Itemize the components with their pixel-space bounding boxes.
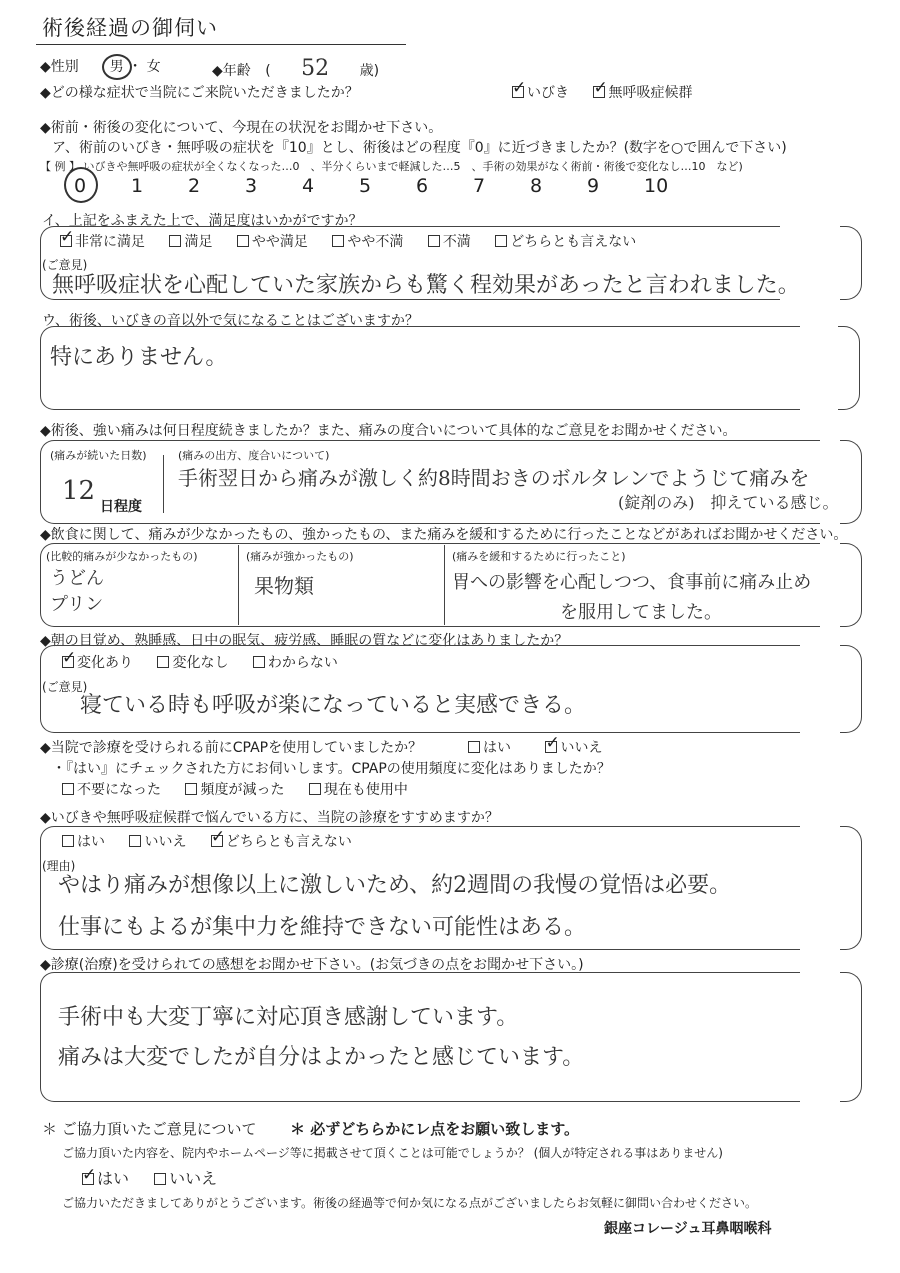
checkbox-icon (237, 235, 249, 247)
checkbox-checked-icon (62, 656, 74, 668)
option-satisfied[interactable]: 満足 (169, 234, 212, 250)
diamond-bullet-icon: ◆ (40, 957, 51, 973)
option-somewhat-dissatisfied[interactable]: やや不満 (332, 234, 403, 250)
diamond-bullet-icon: ◆ (40, 120, 51, 136)
other-box-right (838, 326, 860, 410)
option-changed[interactable]: ✓変化あり (62, 655, 133, 671)
recommend-reason-label: (理由) (42, 859, 76, 873)
option-somewhat-satisfied[interactable]: やや満足 (237, 234, 308, 250)
gender-separator: ・ (128, 59, 143, 75)
recommend-reason-line2[interactable]: 仕事にもよるが集中力を維持できない可能性はある。 (58, 915, 587, 940)
change-example: 【 例 】 いびきや無呼吸の症状が全くなくなった…0 、半分くらいまで軽減した…5 、手術の効果がなく術前・術後で変化なし…10 など) (40, 160, 743, 173)
age-row: ◆年齢 ( 52 歳) (212, 56, 380, 81)
checkbox-checked-icon (512, 86, 524, 98)
satisfaction-opinion-label: (ご意見) (42, 258, 88, 272)
impression-line2[interactable]: 痛みは大変でしたが自分はよかったと感じています。 (58, 1045, 585, 1070)
option-dissatisfied[interactable]: 不満 (428, 234, 471, 250)
impression-line1[interactable]: 手術中も大変丁寧に対応頂き感謝しています。 (58, 1005, 519, 1030)
option-unchanged[interactable]: 変化なし (157, 655, 228, 671)
gender-label: 性別 (50, 59, 79, 75)
checkbox-icon (157, 656, 169, 668)
other-question: ウ、術後、いびきの音以外で気になることはございますか？ (42, 313, 419, 329)
pain-box-right (840, 440, 862, 524)
checkbox-icon (495, 235, 507, 247)
food-col3-line2[interactable]: を服用してました。 (560, 602, 722, 623)
footer-options (82, 1166, 237, 1189)
option-cpap-yes[interactable]: はい (468, 740, 511, 756)
age-unit: 歳 (359, 63, 374, 79)
cpap-question: ◆当院で診療を受けられる前にCPAPを使用していましたか？ (40, 740, 423, 756)
pain-divider (163, 455, 164, 513)
checkbox-icon (62, 783, 74, 795)
sleep-opinion-label: (ご意見) (42, 680, 88, 694)
scale-2[interactable]: 2 (188, 175, 201, 197)
footer-question: ご協力頂いた内容を、院内やホームページ等に掲載させて頂くことは可能でしょうか？ (個人が特定される事はありません) (62, 1146, 723, 1160)
diamond-bullet-icon: ◆ (40, 527, 51, 543)
food-col3-line1[interactable]: 胃への影響を心配しつつ、食事前に痛み止め (452, 572, 812, 593)
food-col1-label: (比較的痛みが少なかったもの) (46, 550, 198, 563)
checkbox-icon (169, 235, 181, 247)
checkbox-icon (154, 1173, 166, 1185)
scale-6[interactable]: 6 (416, 175, 429, 197)
asterisk-icon: ＊ (290, 1120, 311, 1138)
clinic-name: 銀座コレージュ耳鼻咽喉科 (604, 1221, 772, 1237)
diamond-bullet-icon: ◆ (40, 59, 51, 75)
scale-9[interactable]: 9 (587, 175, 600, 197)
checkbox-checked-icon (82, 1173, 94, 1185)
scale-7[interactable]: 7 (473, 175, 486, 197)
change-question-a: ア、術前のいびき・無呼吸の症状を『10』とし、術後はどの程度『0』に近づきましたか？(数字を○で囲んで下さい) (52, 140, 787, 156)
food-col2-value[interactable]: 果物類 (254, 574, 314, 598)
diamond-bullet-icon: ◆ (40, 633, 51, 649)
checkbox-icon (129, 835, 141, 847)
pain-days-value[interactable]: 12 (62, 476, 96, 506)
food-box-right (840, 543, 862, 627)
pain-detail-line1[interactable]: 手術翌日から痛みが激しく約8時間おきのボルタレンでようじて痛みを (178, 466, 810, 490)
option-recommend-no[interactable]: いいえ (129, 834, 186, 850)
change-scale (74, 175, 701, 197)
option-very-satisfied[interactable]: ✓非常に満足 (60, 234, 145, 250)
selected-circle (64, 167, 98, 203)
recommend-options (62, 831, 372, 851)
checkbox-checked-icon (211, 835, 223, 847)
diamond-bullet-icon: ◆ (212, 63, 223, 79)
cpap-sub-question: ・『はい』にチェックされた方にお伺いします。CPAPの使用頻度に変化はありましたか？ (52, 761, 611, 777)
checkbox-icon (309, 783, 321, 795)
age-label: 年齢 (222, 63, 251, 79)
food-col3-label: (痛みを緩和するために行ったこと) (452, 550, 626, 563)
footer-thanks: ご協力いただきましてありがとうございます。術後の経過等で何か気になる点がございましたらお気軽に御問い合わせください。 (62, 1196, 758, 1210)
option-apnea[interactable]: ✓ 無呼吸症候群 (593, 85, 692, 101)
gender-row (40, 56, 161, 76)
checkbox-icon (62, 835, 74, 847)
pain-days-unit: 日程度 (100, 499, 142, 515)
cpap-sub-options (62, 779, 428, 799)
pain-detail-line2[interactable]: (錠剤のみ) 抑えている感じ。 (618, 493, 839, 512)
symptom-question: ◆どの様な症状で当院にご来院いただきましたか？ (40, 85, 359, 101)
diamond-bullet-icon: ◆ (40, 740, 51, 756)
satisfaction-options (60, 231, 656, 251)
food-question: ◆飲食に関して、痛みが少なかったもの、強かったもの、また痛みを緩和するために行ったことなどがあればお聞かせください。 (40, 527, 848, 543)
checkbox-icon (253, 656, 265, 668)
diamond-bullet-icon: ◆ (40, 85, 51, 101)
recommend-reason-line1[interactable]: やはり痛みが想像以上に激しいため、約2週間の我慢の覚悟は必要。 (58, 873, 732, 898)
food-col1-line1[interactable]: うどん (50, 568, 104, 589)
sleep-question: ◆朝の目覚め、熟睡感、日中の眠気、疲労感、睡眠の質などに変化はありましたか？ (40, 633, 569, 649)
checkbox-icon (468, 741, 480, 753)
other-answer[interactable]: 特にありません。 (50, 345, 228, 370)
checkbox-checked-icon (60, 235, 72, 247)
footer-note-left: ＊ ご協力頂いたご意見について (42, 1120, 257, 1138)
option-neither[interactable]: どちらとも言えない (495, 234, 636, 250)
food-col1-line2[interactable]: プリン (50, 594, 104, 615)
option-no-longer-needed[interactable]: 不要になった (62, 782, 161, 798)
gender-male[interactable]: 男 (110, 59, 124, 75)
scale-4[interactable]: 4 (302, 175, 315, 197)
option-ibiki[interactable]: ✓ いびき (512, 85, 569, 101)
food-divider-1 (238, 545, 239, 625)
sleep-box-right (840, 645, 862, 733)
scale-8[interactable]: 8 (530, 175, 543, 197)
food-col2-label: (痛みが強かったもの) (246, 550, 354, 563)
satisfaction-question: イ、上記をふまえた上で、満足度はいかがですか？ (42, 213, 363, 229)
footer-note-right: ＊ 必ずどちらかにレ点をお願い致します。 (290, 1120, 580, 1138)
satisfaction-box-right (840, 226, 862, 300)
page-title: 術後経過の御伺い (42, 16, 218, 40)
checkbox-icon (185, 783, 197, 795)
title-underline (36, 44, 406, 45)
option-recommend-yes[interactable]: はい (62, 834, 105, 850)
checkbox-icon (332, 235, 344, 247)
option-publish-no[interactable]: いいえ (154, 1169, 217, 1188)
option-unknown[interactable]: わからない (253, 655, 338, 671)
option-still-using[interactable]: 現在も使用中 (309, 782, 408, 798)
scale-0[interactable]: 0 (74, 175, 131, 197)
recommend-box-right (840, 826, 862, 950)
option-cpap-no[interactable]: ✓ いいえ (545, 740, 602, 756)
option-publish-yes[interactable]: ✓はい (82, 1169, 129, 1188)
food-divider-2 (444, 545, 445, 625)
age-value[interactable]: 52 (301, 56, 330, 81)
cpap-options (468, 737, 622, 757)
checkbox-checked-icon (593, 86, 605, 98)
recommend-question: ◆いびきや無呼吸症候群で悩んでいる方に、当院の診療をすすめますか？ (40, 810, 499, 826)
gender-female[interactable]: 女 (146, 59, 161, 75)
scale-5[interactable]: 5 (359, 175, 372, 197)
option-recommend-neither[interactable]: ✓ どちらとも言えない (211, 834, 352, 850)
satisfaction-opinion[interactable]: 無呼吸症状を心配していた家族からも驚く程効果があったと言われました。 (52, 273, 800, 298)
impression-box (40, 972, 800, 1102)
impression-question: ◆診療(治療)を受けられての感想をお聞かせ下さい。(お気づきの点をお聞かせ下さい。) (40, 957, 584, 973)
symptom-options (512, 82, 712, 102)
pain-days-label: (痛みが続いた日数) (50, 449, 147, 462)
diamond-bullet-icon: ◆ (40, 423, 51, 439)
pain-question: ◆術後、強い痛みは何日程度続きましたか？また、痛みの度合いについて具体的なご意見をお聞かせください。 (40, 423, 737, 439)
impression-box-right (840, 972, 862, 1102)
scale-1[interactable]: 1 (131, 175, 144, 197)
selected-circle (102, 54, 132, 80)
pain-detail-label: (痛みの出方、度合いについて) (178, 449, 330, 462)
scale-10[interactable]: 10 (644, 175, 669, 197)
diamond-bullet-icon: ◆ (40, 810, 51, 826)
scale-3[interactable]: 3 (245, 175, 258, 197)
checkbox-checked-icon (545, 741, 557, 753)
checkbox-icon (428, 235, 440, 247)
sleep-opinion[interactable]: 寝ている時も呼吸が楽になっていると実感できる。 (80, 693, 587, 718)
change-heading: ◆術前・術後の変化について、今現在の状況をお聞かせ下さい。 (40, 120, 443, 136)
asterisk-icon: ＊ (42, 1120, 62, 1138)
sleep-options (62, 652, 358, 672)
option-less-frequent[interactable]: 頻度が減った (185, 782, 284, 798)
